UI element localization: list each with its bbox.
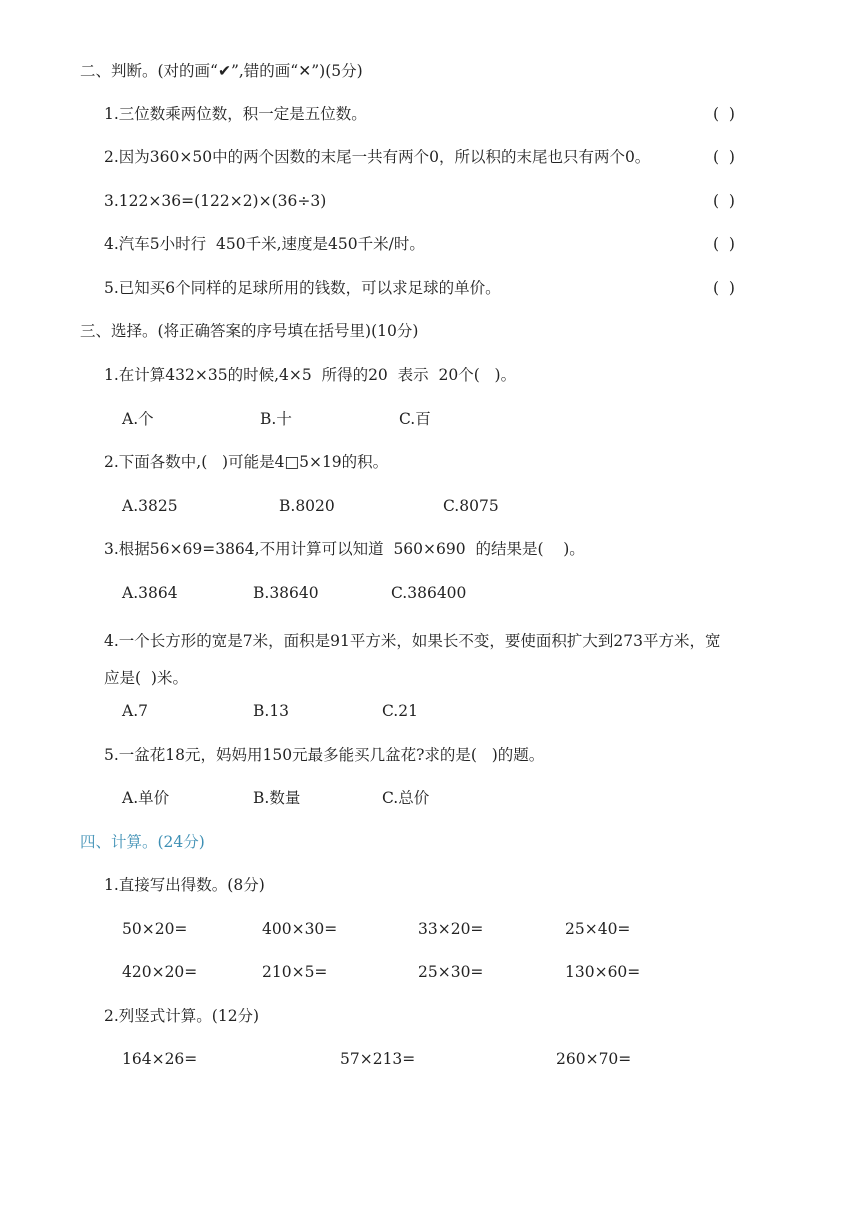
choice-option-2b[interactable]: B.8020 [279, 497, 335, 515]
calc-part2-title: 2.列竖式计算。(12分) [104, 1007, 260, 1025]
judge-item-5: 5.已知买6个同样的足球所用的钱数，可以求足球的单价。 [104, 279, 501, 297]
judge-item-1: 1.三位数乘两位数，积一定是五位数。 [104, 105, 367, 123]
section2-heading: 二、判断。(对的画“✔”,错的画“✕”)(5分) [80, 62, 363, 80]
judge-item-3: 3.122×36=(122×2)×(36÷3) [104, 192, 327, 210]
answer-blank-2[interactable]: ( ) [713, 148, 735, 166]
choice-option-5b[interactable]: B.数量 [253, 789, 301, 807]
calc-item-4: 25×40= [565, 920, 631, 938]
choice-question-2: 2.下面各数中,( )可能是4□5×19的积。 [104, 453, 389, 471]
calc-item-1: 50×20= [122, 920, 188, 938]
choice-question-5: 5.一盆花18元，妈妈用150元最多能买几盆花?求的是( )的题。 [104, 746, 545, 764]
answer-blank-5[interactable]: ( ) [713, 279, 735, 297]
answer-blank-3[interactable]: ( ) [713, 192, 735, 210]
section4-heading: 四、计算。(24分) [80, 833, 205, 851]
section3-heading: 三、选择。(将正确答案的序号填在括号里)(10分) [80, 322, 419, 340]
vertical-calc-3: 260×70= [556, 1050, 632, 1068]
choice-option-4b[interactable]: B.13 [253, 702, 290, 720]
choice-question-4-cont: 应是( )米。 [104, 669, 188, 687]
choice-question-3: 3.根据56×69=3864,不用计算可以知道 560×690 的结果是( )。 [104, 540, 585, 558]
calc-item-3: 33×20= [418, 920, 484, 938]
choice-option-4a[interactable]: A.7 [122, 702, 148, 720]
choice-option-1c[interactable]: C.百 [399, 410, 431, 428]
calc-item-6: 210×5= [262, 963, 328, 981]
vertical-calc-2: 57×213= [340, 1050, 416, 1068]
choice-option-3b[interactable]: B.38640 [253, 584, 319, 602]
choice-option-2c[interactable]: C.8075 [443, 497, 499, 515]
choice-option-5c[interactable]: C.总价 [382, 789, 430, 807]
choice-option-3a[interactable]: A.3864 [122, 584, 178, 602]
choice-option-5a[interactable]: A.单价 [122, 789, 170, 807]
judge-item-2: 2.因为360×50中的两个因数的末尾一共有两个0，所以积的末尾也只有两个0。 [104, 148, 651, 166]
choice-option-2a[interactable]: A.3825 [122, 497, 178, 515]
answer-blank-4[interactable]: ( ) [713, 235, 735, 253]
calc-item-2: 400×30= [262, 920, 338, 938]
calc-item-8: 130×60= [565, 963, 641, 981]
calc-item-5: 420×20= [122, 963, 198, 981]
choice-question-1: 1.在计算432×35的时候,4×5 所得的20 表示 20个( )。 [104, 366, 517, 384]
choice-option-4c[interactable]: C.21 [382, 702, 418, 720]
choice-option-3c[interactable]: C.386400 [391, 584, 467, 602]
calc-part1-title: 1.直接写出得数。(8分) [104, 876, 265, 894]
choice-option-1a[interactable]: A.个 [122, 410, 154, 428]
judge-item-4: 4.汽车5小时行 450千米,速度是450千米/时。 [104, 235, 425, 253]
choice-option-1b[interactable]: B.十 [260, 410, 292, 428]
calc-item-7: 25×30= [418, 963, 484, 981]
choice-question-4: 4.一个长方形的宽是7米，面积是91平方米，如果长不变，要使面积扩大到273平方米，宽 [104, 632, 721, 650]
vertical-calc-1: 164×26= [122, 1050, 198, 1068]
answer-blank-1[interactable]: ( ) [713, 105, 735, 123]
